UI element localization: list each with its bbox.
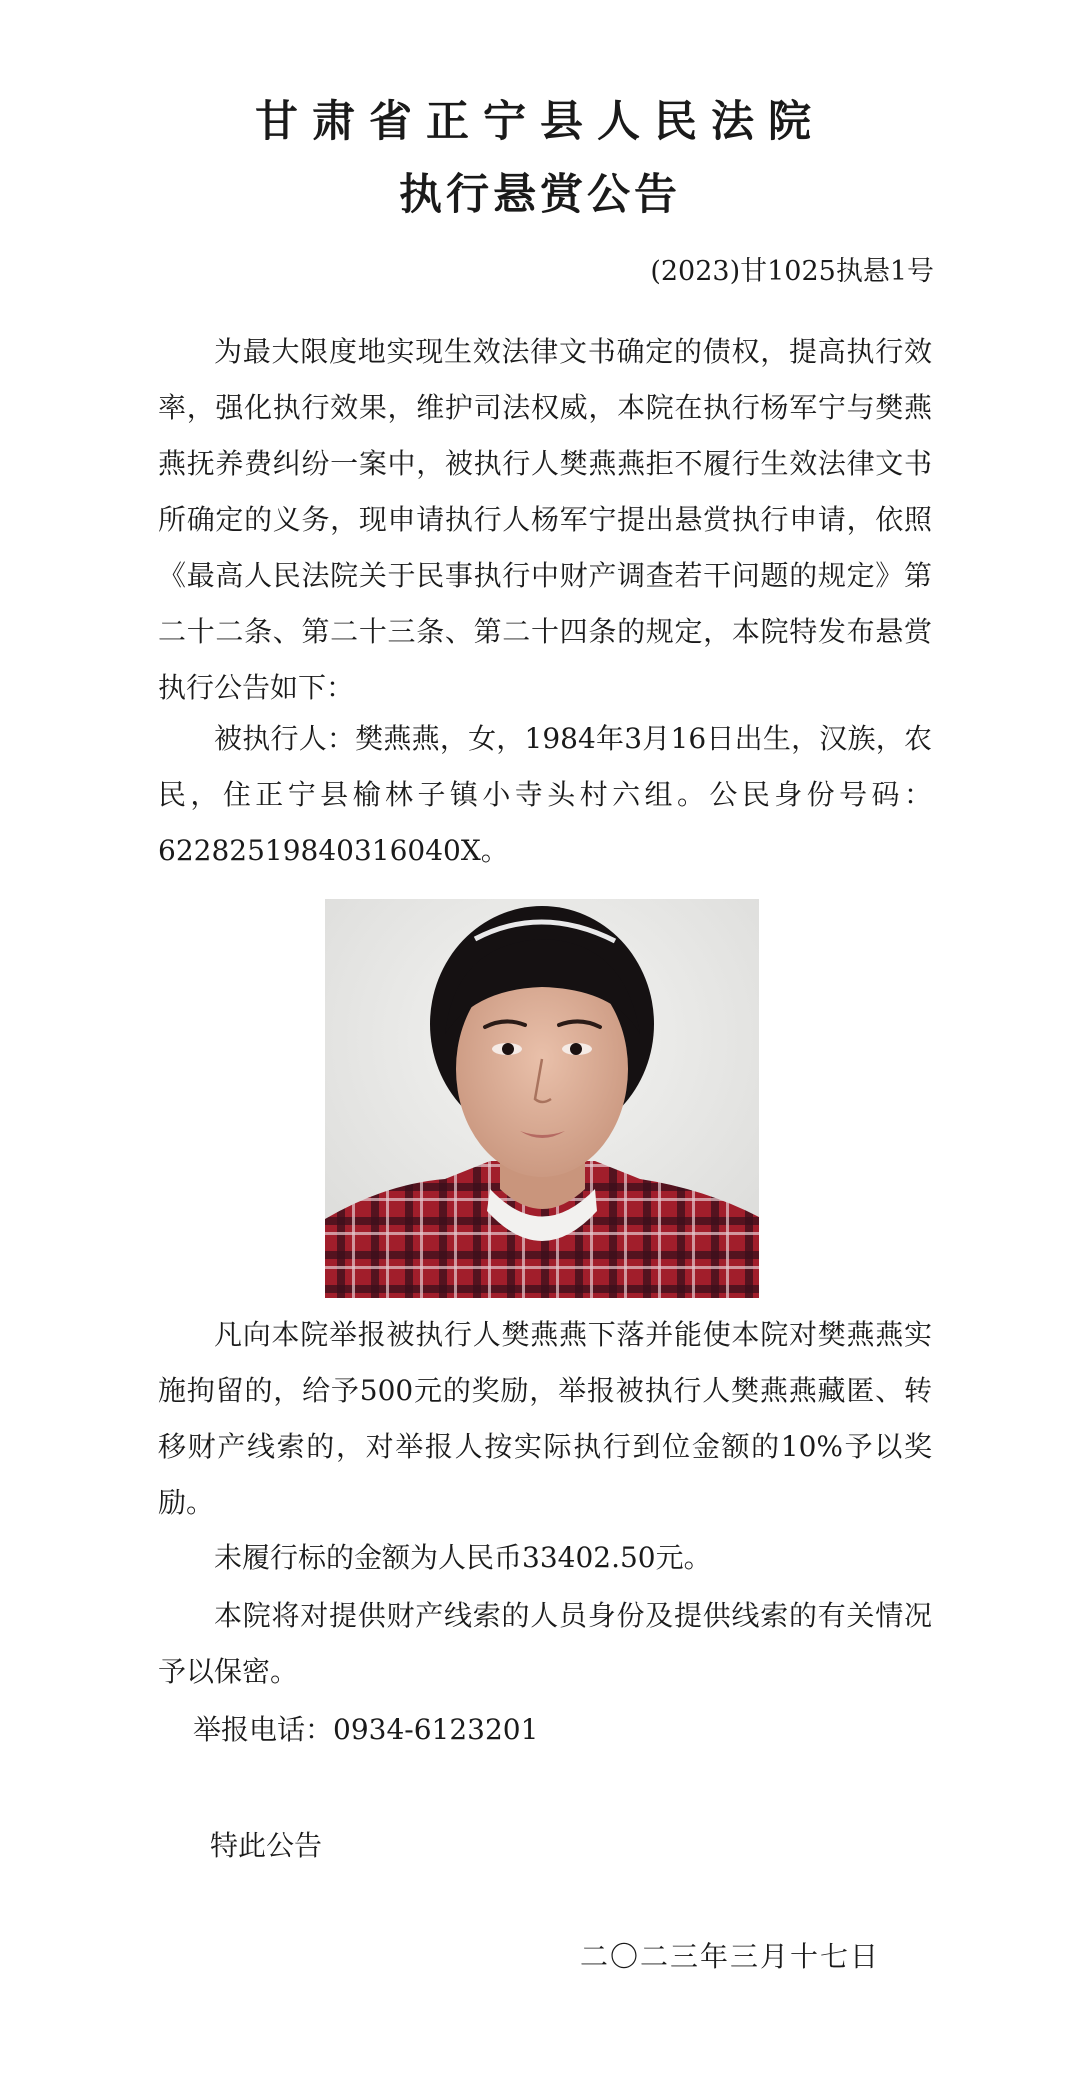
page-title: 执行悬赏公告 xyxy=(399,170,681,220)
intro-paragraph: 为最大限度地实现生效法律文书确定的债权，提高执行效率，强化执行效果，维护司法权威，本院在执行杨军宁与樊燕燕抚养费纠纷一案中，被执行人樊燕燕拒不履行生效法律文书所确定的义务，现申请执行人杨军宁提出悬赏执行申请，依照《最高人民法院关于民事执行中财产调查若干问题的规定》第二十二条、第二十三条、第二十四条的规定，本院特发布悬赏执行公告如下： xyxy=(158,335,932,704)
court-name: 甘肃省正宁县人民法院 xyxy=(255,97,825,147)
amount-paragraph: 未履行标的金额为人民币33402.50元。 xyxy=(214,1541,712,1574)
person-photo xyxy=(325,899,759,1298)
confidentiality-paragraph: 本院将对提供财产线索的人员身份及提供线索的有关情况予以保密。 xyxy=(158,1599,932,1688)
person-info-paragraph: 被执行人：樊燕燕，女，1984年3月16日出生，汉族，农民，住正宁县榆林子镇小寺头村六组。公民身份号码：62282519840316040X。 xyxy=(158,722,932,867)
report-phone: 举报电话：0934-6123201 xyxy=(193,1713,539,1746)
closing-text: 特此公告 xyxy=(210,1829,323,1862)
reward-paragraph: 凡向本院举报被执行人樊燕燕下落并能使本院对樊燕燕实施拘留的，给予500元的奖励，举报被执行人樊燕燕藏匿、转移财产线索的，对举报人按实际执行到位金额的10%予以奖励。 xyxy=(158,1318,932,1519)
issue-date: 二〇二三年三月十七日 xyxy=(579,1940,880,1973)
case-number: (2023)甘1025执悬1号 xyxy=(650,256,934,287)
